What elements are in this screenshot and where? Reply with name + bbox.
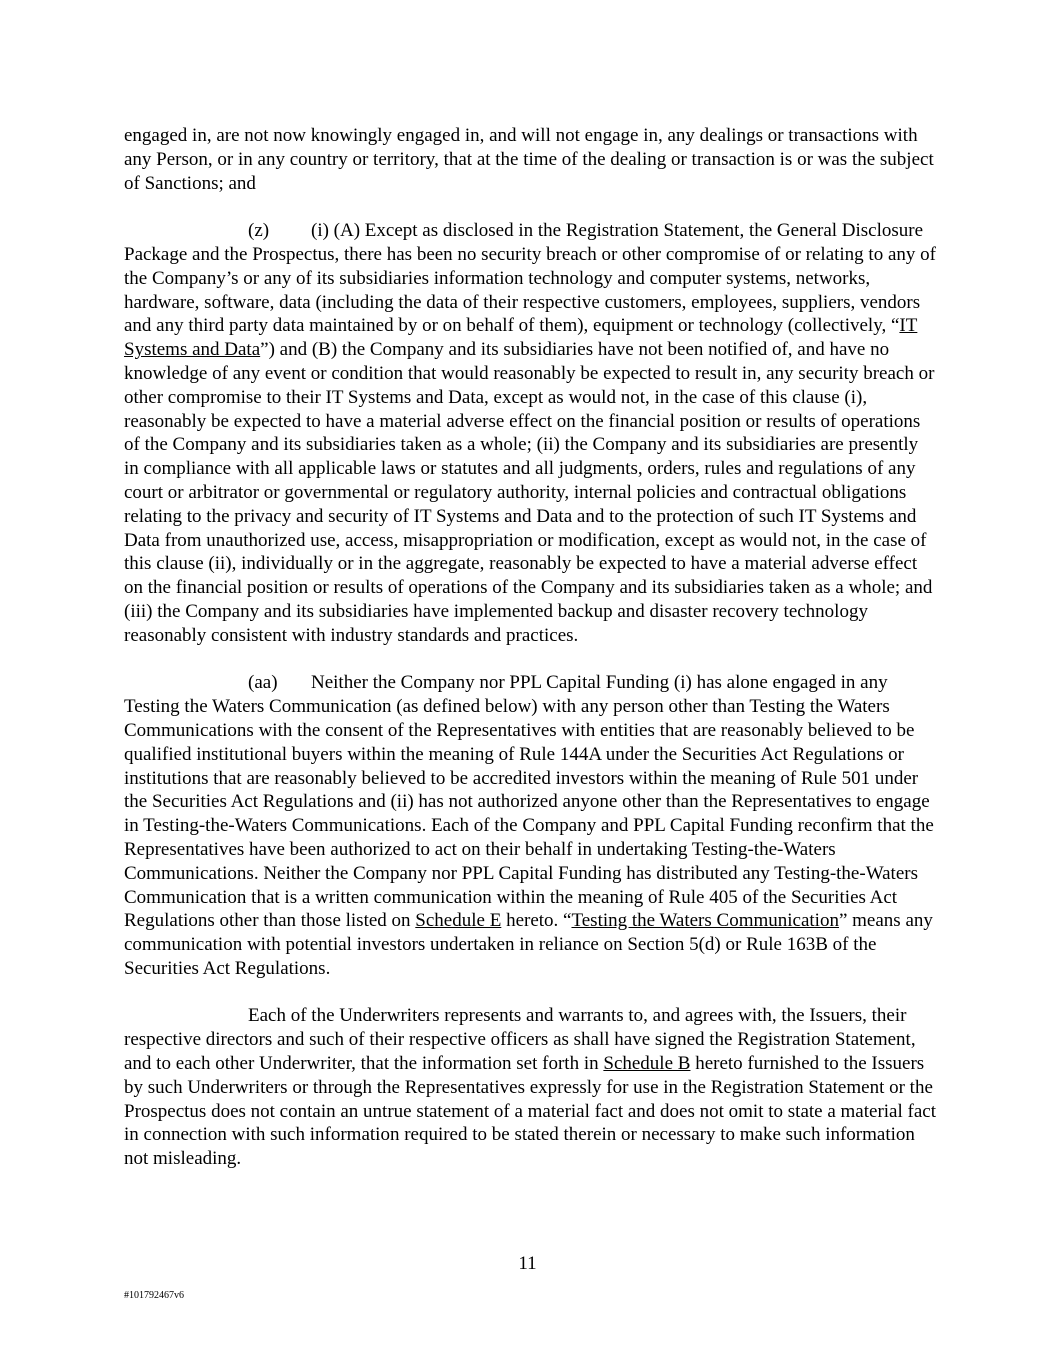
paragraph-underwriters-text-a: Each of the Underwriters represents and warrants to, and agrees with, the Issuers, their respective directors and such of their respective officers as shall have signed the Registration Statement, and to each other Underwriter, that the information set forth in	[124, 1005, 916, 1075]
schedule-b-reference: Schedule B	[603, 1053, 691, 1075]
paragraph-underwriters-text-b: hereto furnished to the Issuers by such Underwriters or through the Representatives expressly for use in the Registration Statement or the Prospectus does not contain an untrue statement of a material fact and does not omit to state a material fact in connection with such information required to be stated therein or necessary to make such information not misleading.	[124, 1053, 936, 1170]
paragraph-aa-text-c: ” means any communication with potential investors undertaken in reliance on Section 5(d) or Rule 163B of the Securities Act Regulations.	[124, 910, 933, 979]
paragraph-z-text-b: ”) and (B) the Company and its subsidiaries have not been notified of, and have no knowledge of any event or condition that would reasonably be expected to result in, any security breach or other compromise to their IT Systems and Data, except as would not, in the case of this clause (i), reasonably be expected to have a material adverse effect on the financial position or results of operations of the Company and its subsidiaries taken as a whole; (ii) the Company and its subsidiaries are presently in compliance with all applicable laws or statutes and all judgments, orders, rules and regulations of any court or arbitrator or governmental or regulatory authority, internal policies and contractual obligations relating to the privacy and security of IT Systems and Data and to the protection of such IT Systems and Data from unauthorized use, access, misappropriation or modification, except as would not, in the case of this clause (ii), individually or in the aggregate, reasonably be expected to have a material adverse effect on the financial position or results of operations of the Company and its subsidiaries taken as a whole; and (iii) the Company and its subsidiaries have implemented backup and disaster recovery technology reasonably consistent with industry standards and practices.	[124, 339, 935, 646]
defined-term-it-systems: IT Systems and Data	[124, 315, 918, 361]
document-id: #101792467v6	[124, 1290, 184, 1301]
paragraph-aa-label: (aa)	[248, 672, 278, 694]
paragraph-z-text-a: (i) (A) Except as disclosed in the Registration Statement, the General Disclosure Package and the Prospectus, there has been no security breach or other compromise of or relating to any of the Company’s or any of its subsidiaries information technology and computer systems, networks, hardware, software, data (including the data of their respective customers, employees, suppliers, vendors and any third party data maintained by or on behalf of them), equipment or technology (collectively, “	[124, 220, 936, 337]
document-body	[124, 124, 936, 1195]
paragraph-aa-text-b: hereto. “	[501, 910, 572, 932]
paragraph-z-label: (z)	[248, 220, 270, 242]
schedule-e-reference: Schedule E	[415, 910, 502, 932]
paragraph-continuation: engaged in, are not now knowingly engaged in, and will not engage in, any dealings or transactions with any Person, or in any country or territory, that at the time of the dealing or transaction is or was the subject of Sanctions; and	[124, 125, 934, 194]
paragraph-underwriters	[124, 1004, 936, 1171]
defined-term-testing-the-waters: Testing the Waters Communication	[571, 910, 839, 932]
page-number: 11	[518, 1253, 537, 1274]
paragraph-z	[124, 219, 936, 647]
paragraph-aa	[124, 671, 936, 980]
paragraph-aa-text-a: Neither the Company nor PPL Capital Funding (i) has alone engaged in any Testing the Waters Communication (as defined below) with any person other than Testing the Waters Communications with the consent of the Representatives with entities that are reasonably believed to be qualified institutional buyers within the meaning of Rule 144A under the Securities Act Regulations or institutions that are reasonably believed to be accredited investors within the meaning of Rule 501 under the Securities Act Regulations and (ii) has not authorized anyone other than the Representatives to engage in Testing-the-Waters Communications. Each of the Company and PPL Capital Funding reconfirm that the Representatives have been authorized to act on their behalf in undertaking Testing-the-Waters Communications. Neither the Company nor PPL Capital Funding has distributed any Testing-the-Waters Communication that is a written communication within the meaning of Rule 405 of the Securities Act Regulations other than those listed on	[124, 672, 934, 932]
